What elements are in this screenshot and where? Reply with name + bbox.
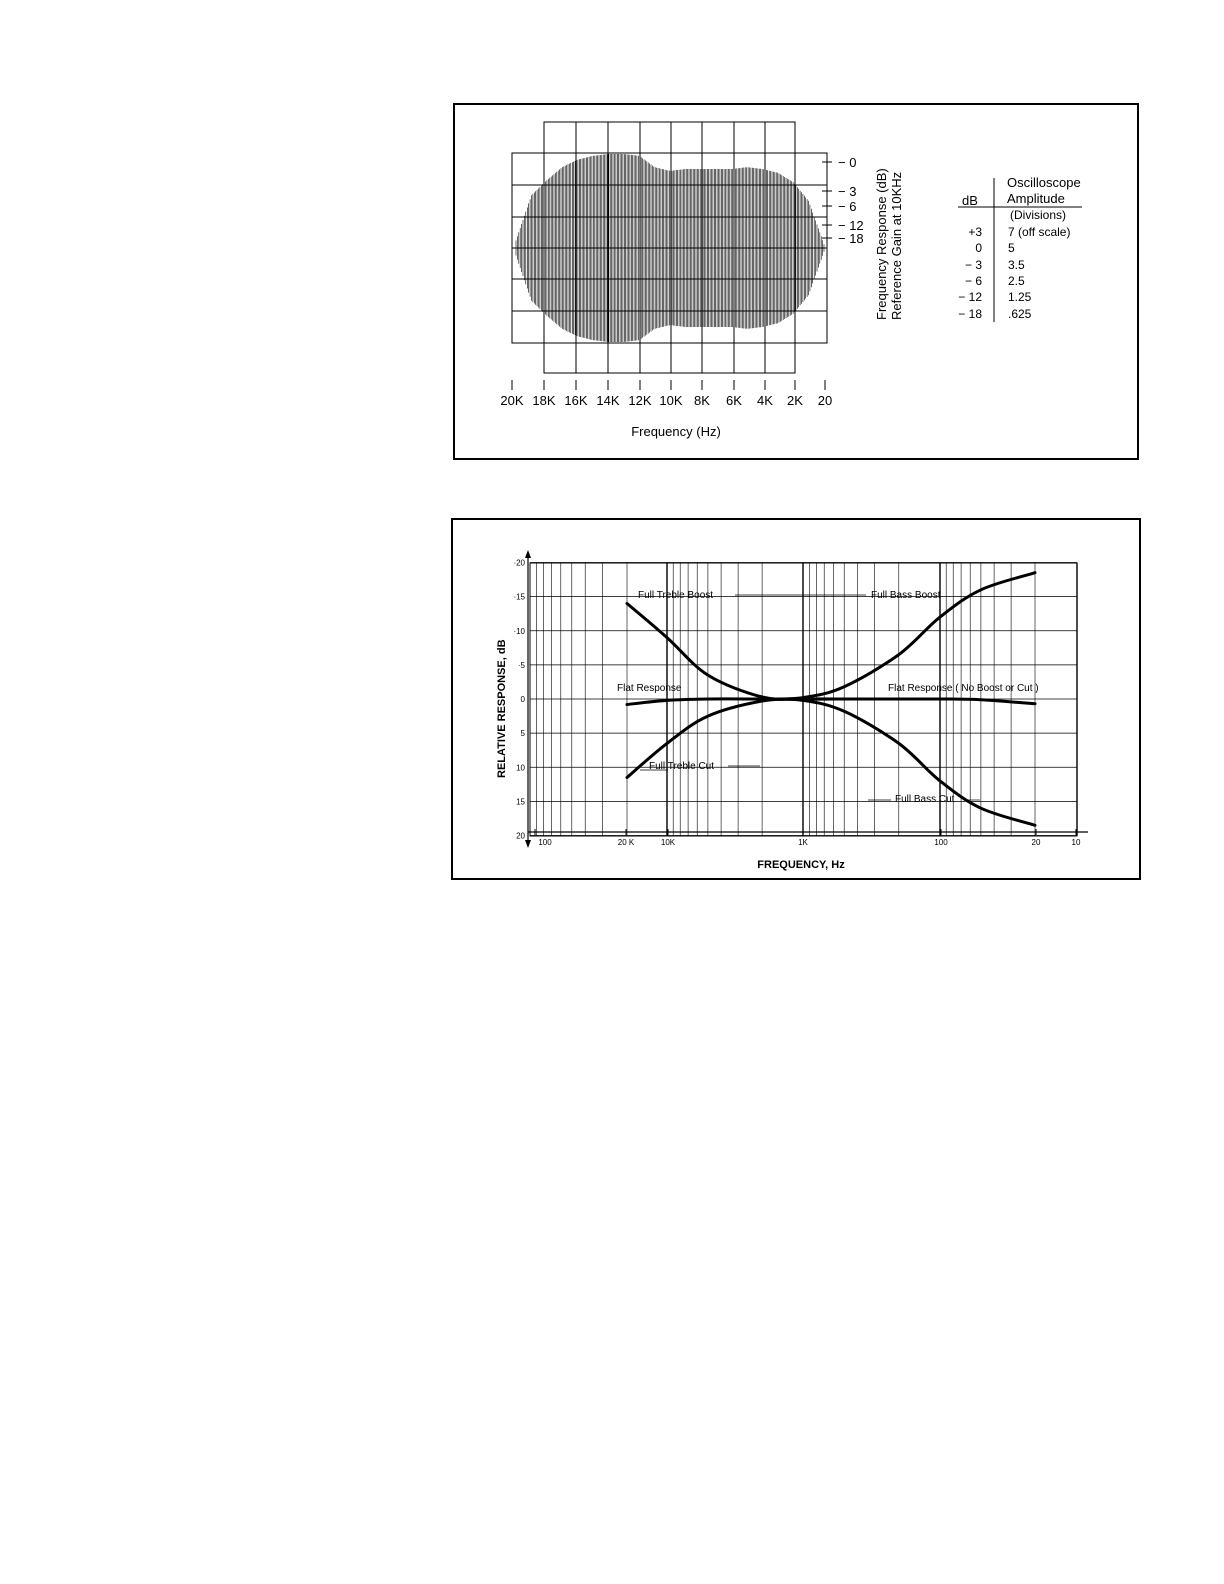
y-axis-arrow-up bbox=[525, 550, 531, 558]
x-tick-label: 4K bbox=[757, 393, 773, 408]
x-tick-label: 20 bbox=[817, 393, 833, 408]
table-header-line3: (Divisions) bbox=[1010, 208, 1067, 222]
table-db-value: − 12 bbox=[958, 290, 982, 304]
annotation-full-bass-cut: Full Bass Cut bbox=[895, 794, 955, 805]
table-header-line1: Oscilloscope bbox=[1007, 175, 1081, 190]
x-tick-label: 16K bbox=[564, 393, 588, 408]
table-amplitude-value: 5 bbox=[1008, 241, 1015, 255]
table-amplitude-value: 1.25 bbox=[1008, 290, 1032, 304]
tone-x-axis-label: FREQUENCY, Hz bbox=[757, 859, 845, 871]
table-amplitude-value: 2.5 bbox=[1008, 274, 1025, 288]
tone-y-tick-label: 15 bbox=[516, 797, 525, 807]
tone-x-tick-label: 1K bbox=[798, 838, 808, 847]
oscilloscope-x-axis-label: Frequency (Hz) bbox=[631, 424, 721, 439]
table-header-line2: Amplitude bbox=[1007, 191, 1065, 206]
x-tick-label: 18K bbox=[532, 393, 556, 408]
table-amplitude-value: .625 bbox=[1008, 307, 1032, 321]
annotation-flat-response-right: Flat Response ( No Boost or Cut ) bbox=[888, 683, 1039, 694]
table-db-value: − 3 bbox=[964, 258, 982, 272]
x-tick-label: 2K bbox=[787, 393, 803, 408]
annotation-full-bass-boost: Full Bass Boost bbox=[871, 590, 941, 601]
oscilloscope-y-label-line2: Reference Gain at 10KHz bbox=[889, 171, 904, 320]
x-tick-label: 12K bbox=[628, 393, 652, 408]
db-tick-label: − 6 bbox=[838, 199, 857, 214]
tone-y-tick-label: 5 bbox=[520, 729, 525, 739]
tone-x-tick-label: 100 bbox=[538, 838, 552, 847]
y-axis-arrow-down bbox=[525, 840, 531, 848]
db-tick-label: − 3 bbox=[838, 184, 857, 199]
tone-y-tick-label: 10 bbox=[516, 763, 525, 773]
annotation-full-treble-cut: Full Treble Cut bbox=[649, 761, 715, 772]
tone-x-tick-label: 10K bbox=[660, 838, 676, 847]
db-tick-label: − 18 bbox=[838, 231, 864, 246]
tone-x-tick-label: 20 bbox=[1031, 838, 1041, 847]
oscilloscope-y-label-line1: Frequency Response (dB) bbox=[874, 168, 889, 320]
tone-y-tick-label: ·10 bbox=[513, 626, 525, 636]
table-amplitude-value: 7 (off scale) bbox=[1008, 225, 1071, 239]
annotation-flat-response-left: Flat Response bbox=[617, 683, 682, 694]
table-header-db: dB bbox=[962, 193, 978, 208]
tone-y-tick-label: ·15 bbox=[513, 592, 525, 602]
x-tick-label: 20K bbox=[500, 393, 524, 408]
tone-y-tick-label: 20 bbox=[516, 831, 525, 841]
x-tick-label: 10K bbox=[659, 393, 683, 408]
db-tick-label: − 12 bbox=[838, 218, 864, 233]
annotation-full-treble-boost: Full Treble Boost bbox=[638, 590, 714, 601]
tone-y-ticks bbox=[513, 559, 525, 841]
table-db-value: − 18 bbox=[958, 307, 982, 321]
table-db-value: 0 bbox=[975, 241, 982, 255]
x-tick-label: 6K bbox=[726, 393, 742, 408]
x-tick-label: 8K bbox=[694, 393, 710, 408]
tone-y-tick-label: 0 bbox=[520, 695, 525, 704]
table-db-value: − 6 bbox=[964, 274, 982, 288]
tone-y-tick-label: ·5 bbox=[517, 660, 525, 670]
table-amplitude-value: 3.5 bbox=[1008, 258, 1025, 272]
table-db-value: +3 bbox=[968, 225, 982, 239]
x-tick-label: 14K bbox=[596, 393, 620, 408]
tone-y-axis-label: RELATIVE RESPONSE, dB bbox=[496, 639, 508, 778]
db-tick-label: − 0 bbox=[838, 155, 857, 170]
tone-y-tick-label: ·20 bbox=[513, 558, 525, 568]
tone-x-tick-label: 10 bbox=[1071, 838, 1081, 847]
tone-x-tick-label: 20 K bbox=[617, 838, 635, 847]
tone-x-tick-label: 100 bbox=[934, 838, 948, 847]
